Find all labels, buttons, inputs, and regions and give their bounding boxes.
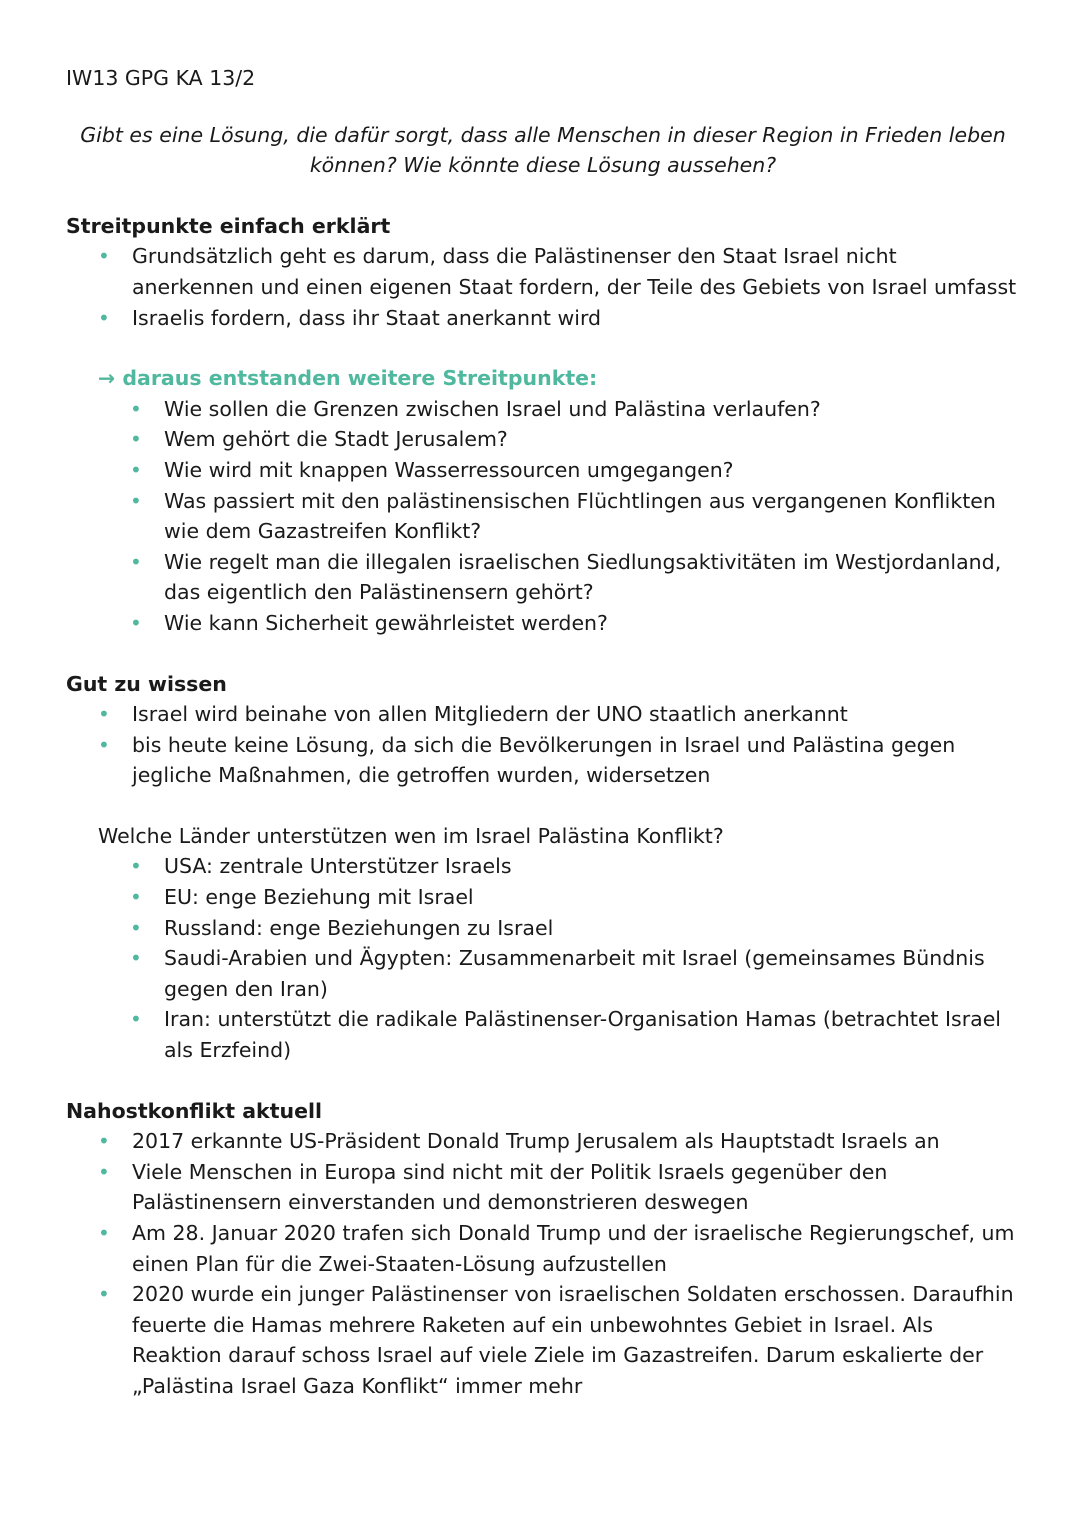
bullet-icon: •: [130, 885, 142, 910]
list-item: • Iran: unterstützt die radikale Palästinenser-Organisation Hamas (betrachtet Israel als Erzfeind): [98, 1004, 1020, 1065]
list-item: • Wie kann Sicherheit gewährleistet werden?: [98, 608, 1020, 639]
list-item: • Am 28. Januar 2020 trafen sich Donald Trump und der israelische Regierungschef, um einen Plan für die Zwei-Staaten-Lösung aufzustellen: [66, 1218, 1020, 1279]
unterstuetzer-list: [98, 851, 1020, 1065]
list-item: • Saudi-Arabien und Ägypten: Zusammenarbeit mit Israel (gemeinsames Bündnis gegen den Iran): [98, 943, 1020, 1004]
section-heading-aktuell: Nahostkonflikt aktuell: [66, 1098, 323, 1123]
bullet-icon: •: [98, 732, 110, 757]
bullet-icon: •: [130, 915, 142, 940]
bullet-icon: •: [98, 1282, 110, 1307]
list-item: • Wie regelt man die illegalen israelischen Siedlungsaktivitäten im Westjordanland, das eigentlich den Palästinensern gehört?: [98, 547, 1020, 608]
bullet-icon: •: [130, 396, 142, 421]
bullet-icon: •: [130, 488, 142, 513]
bullet-icon: •: [98, 305, 110, 330]
list-item: • 2020 wurde ein junger Palästinenser von israelischen Soldaten erschossen. Daraufhin feuerte die Hamas mehrere Raketen auf ein unbewohntes Gebiet in Israel. Als Reaktion darauf schoss Israel auf viele Ziele im Gazastreifen. Darum eskalierte der „Palästina Israel Gaza Konflikt“ immer mehr: [66, 1279, 1020, 1401]
section-heading-streitpunkte: Streitpunkte einfach erklärt: [66, 213, 391, 238]
bullet-icon: •: [130, 610, 142, 635]
guiding-question: Gibt es eine Lösung, die dafür sorgt, dass alle Menschen in dieser Region in Frieden leben können? Wie könnte diese Lösung aussehen?: [80, 122, 1006, 178]
list-item: • 2017 erkannte US-Präsident Donald Trump Jerusalem als Hauptstadt Israels an: [66, 1126, 1020, 1157]
aktuell-list: [66, 1126, 1020, 1401]
list-item: • EU: enge Beziehung mit Israel: [98, 882, 1020, 913]
bullet-icon: •: [130, 1007, 142, 1032]
section-heading-gut-zu-wissen: Gut zu wissen: [66, 671, 227, 696]
bullet-icon: •: [98, 1159, 110, 1184]
unterstuetzer-heading: Welche Länder unterstützen wen im Israel Palästina Konflikt?: [98, 823, 724, 848]
list-item: • USA: zentrale Unterstützer Israels: [98, 851, 1020, 882]
unterstuetzer-block: [98, 821, 1020, 1066]
weitere-streitpunkte-heading: → daraus entstanden weitere Streitpunkte:: [98, 366, 598, 391]
list-item: • Wie sollen die Grenzen zwischen Israel und Palästina verlaufen?: [98, 394, 1020, 425]
gut-zu-wissen-list: [66, 699, 1020, 791]
list-item: • Russland: enge Beziehungen zu Israel: [98, 913, 1020, 944]
bullet-icon: •: [130, 427, 142, 452]
bullet-icon: •: [130, 854, 142, 879]
bullet-icon: •: [98, 1221, 110, 1245]
bullet-icon: •: [98, 244, 110, 269]
document-header: IW13 GPG KA 13/2: [66, 66, 256, 90]
list-item: • Israelis fordern, dass ihr Staat anerkannt wird: [66, 303, 1020, 334]
bullet-icon: •: [130, 457, 142, 482]
list-item: • Wem gehört die Stadt Jerusalem?: [98, 424, 1020, 455]
list-item: • bis heute keine Lösung, da sich die Bevölkerungen in Israel und Palästina gegen jegliche Maßnahmen, die getroffen wurden, widersetzen: [66, 730, 1020, 791]
weitere-streitpunkte-block: [98, 363, 1020, 638]
list-item: • Grundsätzlich geht es darum, dass die Palästinenser den Staat Israel nicht anerkennen und einen eigenen Staat fordern, der Teile des Gebiets von Israel umfasst: [66, 241, 1020, 302]
streitpunkte-list: [66, 241, 1020, 333]
list-item: • Was passiert mit den palästinensischen Flüchtlingen aus vergangenen Konflikten wie dem Gazastreifen Konflikt?: [98, 486, 1020, 547]
list-item: • Wie wird mit knappen Wasserressourcen umgegangen?: [98, 455, 1020, 486]
list-item: • Viele Menschen in Europa sind nicht mit der Politik Israels gegenüber den Palästinensern einverstanden und demonstrieren deswegen: [66, 1157, 1020, 1218]
bullet-icon: •: [98, 702, 110, 727]
bullet-icon: •: [130, 549, 142, 574]
list-item: • Israel wird beinahe von allen Mitgliedern der UNO staatlich anerkannt: [66, 699, 1020, 730]
bullet-icon: •: [130, 946, 142, 971]
weitere-streitpunkte-list: [98, 394, 1020, 639]
bullet-icon: •: [98, 1129, 110, 1154]
